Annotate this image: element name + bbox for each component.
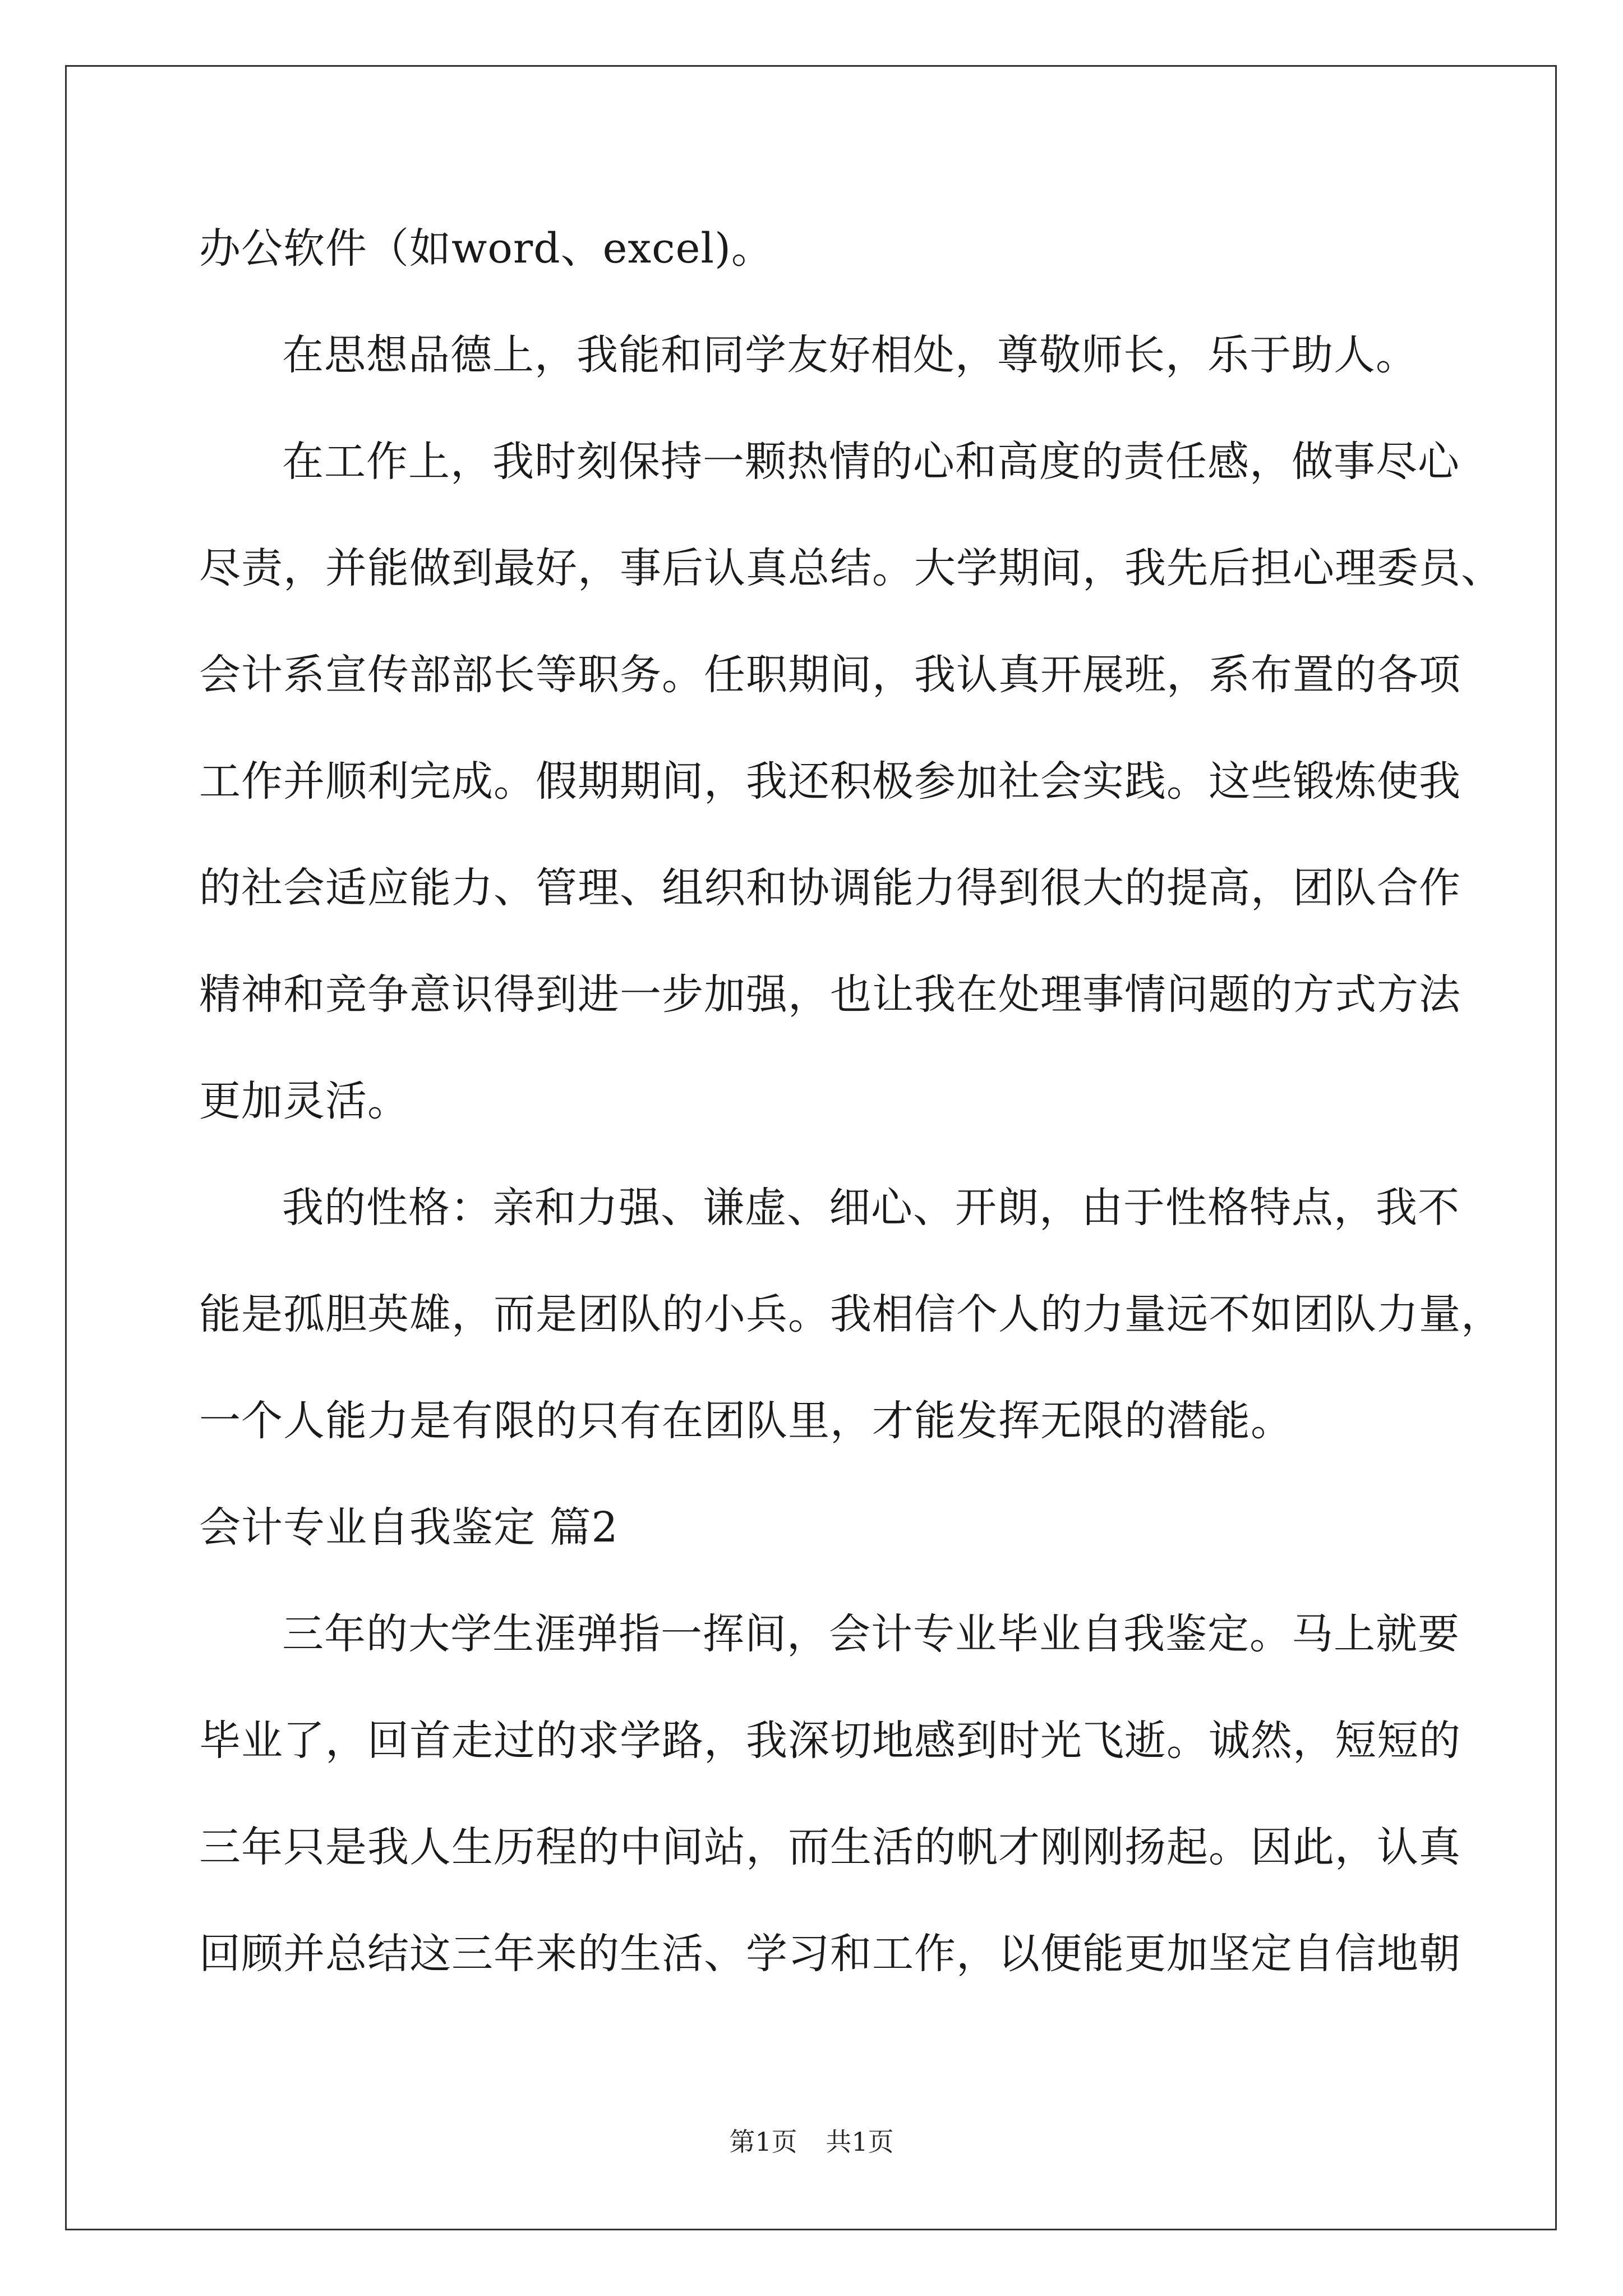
text-line: 三年的大学生涯弹指一挥间，会计专业毕业自我鉴定。马上就要 (282, 1610, 1460, 1658)
text-line: 在工作上，我时刻保持一颗热情的心和高度的责任感，做事尽心 (282, 438, 1460, 486)
text-line: 在思想品德上，我能和同学友好相处，尊敬师长，乐于助人。 (282, 331, 1418, 379)
text-line: 三年只是我人生历程的中间站，而生活的帆才刚刚扬起。因此，认真 (199, 1823, 1461, 1871)
page-number: 第1页 (729, 2127, 797, 2157)
text-line: 会计系宣传部部长等职务。任职期间，我认真开展班，系布置的各项 (199, 651, 1461, 699)
text-line: 毕业了，回首走过的求学路，我深切地感到时光飞逝。诚然，短短的 (199, 1717, 1461, 1765)
document-body (199, 218, 1503, 2030)
text-line: 能是孤胆英雄，而是团队的小兵。我相信个人的力量远不如团队力量， (199, 1290, 1503, 1338)
page-footer (0, 2125, 1623, 2159)
text-line: 工作并顺利完成。假期期间，我还积极参加社会实践。这些锻炼使我 (199, 757, 1461, 806)
text-line: 更加灵活。 (199, 1077, 409, 1125)
text-line: 我的性格：亲和力强、谦虚、细心、开朗，由于性格特点，我不 (282, 1184, 1460, 1232)
page-total: 共1页 (826, 2127, 894, 2157)
section-heading: 会计专业自我鉴定 篇2 (199, 1503, 619, 1552)
text-line: 一个人能力是有限的只有在团队里，才能发挥无限的潜能。 (199, 1397, 1293, 1445)
text-line: 的社会适应能力、管理、组织和协调能力得到很大的提高，团队合作 (199, 864, 1461, 912)
text-line: 精神和竞争意识得到进一步加强，也让我在处理事情问题的方式方法 (199, 970, 1461, 1019)
text-line: 尽责，并能做到最好，事后认真总结。大学期间，我先后担心理委员、 (199, 544, 1503, 592)
text-line: 办公软件（如word、excel)。 (199, 224, 773, 273)
text-line: 回顾并总结这三年来的生活、学习和工作，以便能更加坚定自信地朝 (199, 1930, 1461, 1978)
